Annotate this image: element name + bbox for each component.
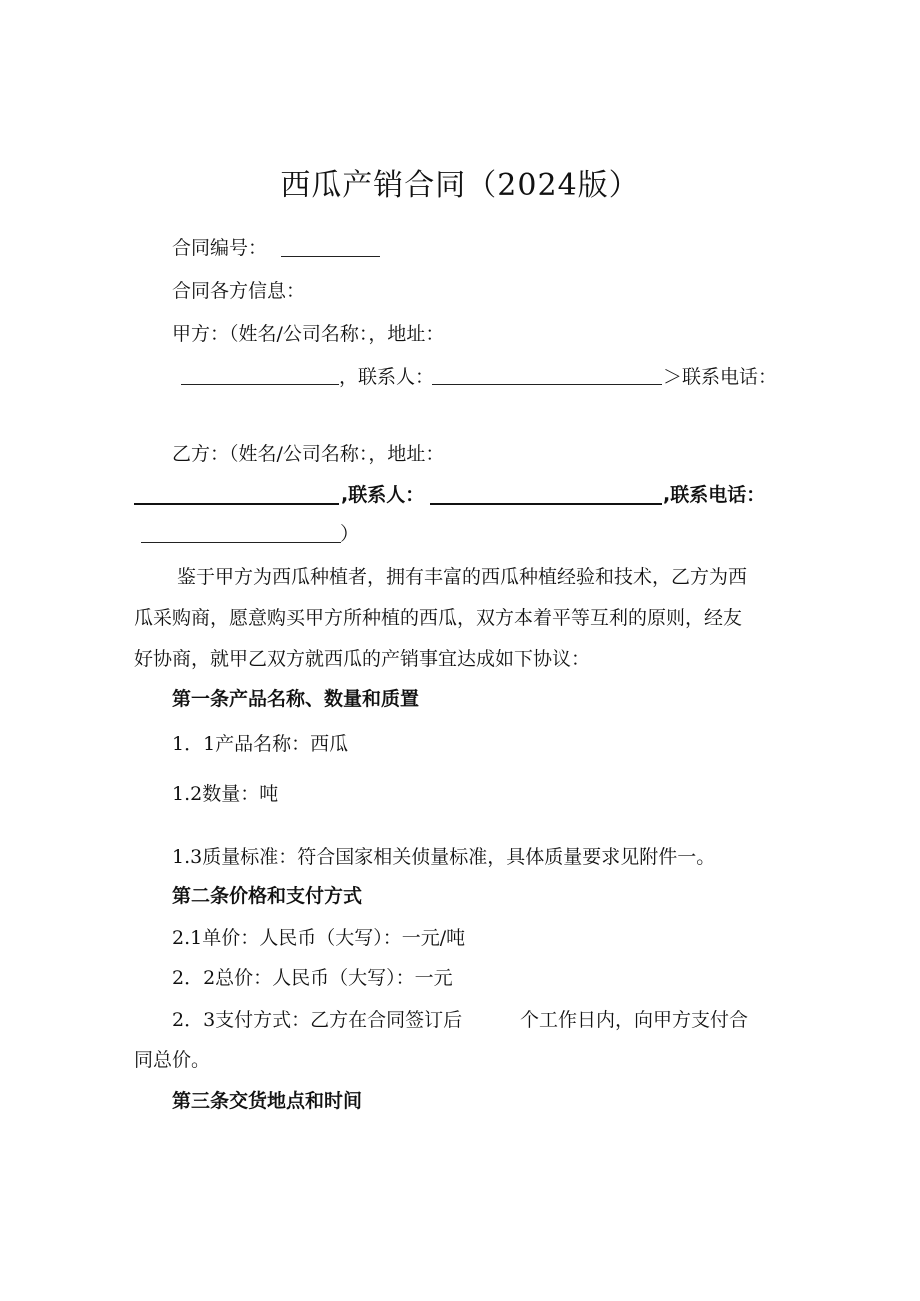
party-b-address-blank[interactable] bbox=[134, 503, 339, 505]
contract-number-label: 合同编号： bbox=[172, 237, 268, 259]
party-b-contact-blank[interactable] bbox=[430, 503, 662, 505]
article-1-item-3: 1.3质量标准：符合国家相关侦量标准，具体质量要求见附件一。 bbox=[172, 846, 716, 868]
article-2-heading: 第二条价格和支付方式 bbox=[172, 885, 363, 907]
article-2-item-2: 2．2总价：人民币（大写）：一元 bbox=[172, 967, 453, 989]
party-b-contact-label: ,联系人： bbox=[341, 484, 425, 506]
article-2-item-1: 2.1单价：人民币（大写）：一元/吨 bbox=[172, 927, 466, 949]
contract-number-blank[interactable] bbox=[281, 256, 380, 257]
preamble-line-2: 瓜采购商，愿意购买甲方所种植的西瓜，双方本着平等互利的原则，经友 bbox=[134, 607, 743, 629]
party-a-contact-label: ，联系人： bbox=[339, 366, 435, 388]
article-2-item-3-part-2: 个工作日内，向甲方支付合 bbox=[520, 1009, 749, 1031]
article-2-item-3-line-2: 同总价。 bbox=[134, 1049, 211, 1071]
party-b-close-paren: ） bbox=[340, 523, 360, 545]
party-a-address-blank[interactable] bbox=[181, 384, 339, 385]
parties-info-label: 合同各方信息： bbox=[172, 280, 306, 302]
party-a-phone-label: ＞联系电话： bbox=[663, 366, 778, 388]
article-2-item-3-part-1: 2．3支付方式：乙方在合同签订后 bbox=[172, 1009, 463, 1031]
party-b-name-address: 乙方：（姓名/公司名称：，地址： bbox=[172, 443, 445, 465]
party-a-contact-blank[interactable] bbox=[432, 384, 662, 385]
party-b-phone-label: ,联系电话： bbox=[663, 484, 766, 506]
party-a-name-address: 甲方：（姓名/公司名称：，地址： bbox=[172, 323, 445, 345]
party-b-phone-blank[interactable] bbox=[141, 542, 341, 543]
document-title: 西瓜产销合同（2024版） bbox=[280, 168, 640, 203]
article-1-item-2: 1.2数量：吨 bbox=[172, 783, 279, 805]
preamble-line-1: 鉴于甲方为西瓜种植者，拥有丰富的西瓜种植经验和技术，乙方为西 bbox=[177, 566, 748, 588]
article-3-heading: 第三条交货地点和时间 bbox=[172, 1090, 363, 1112]
preamble-line-3: 好协商，就甲乙双方就西瓜的产销事宜达成如下协议： bbox=[134, 648, 591, 670]
article-1-heading: 第一条产品名称、数量和质置 bbox=[172, 688, 420, 710]
article-1-item-1: 1．1产品名称：西瓜 bbox=[172, 733, 349, 755]
